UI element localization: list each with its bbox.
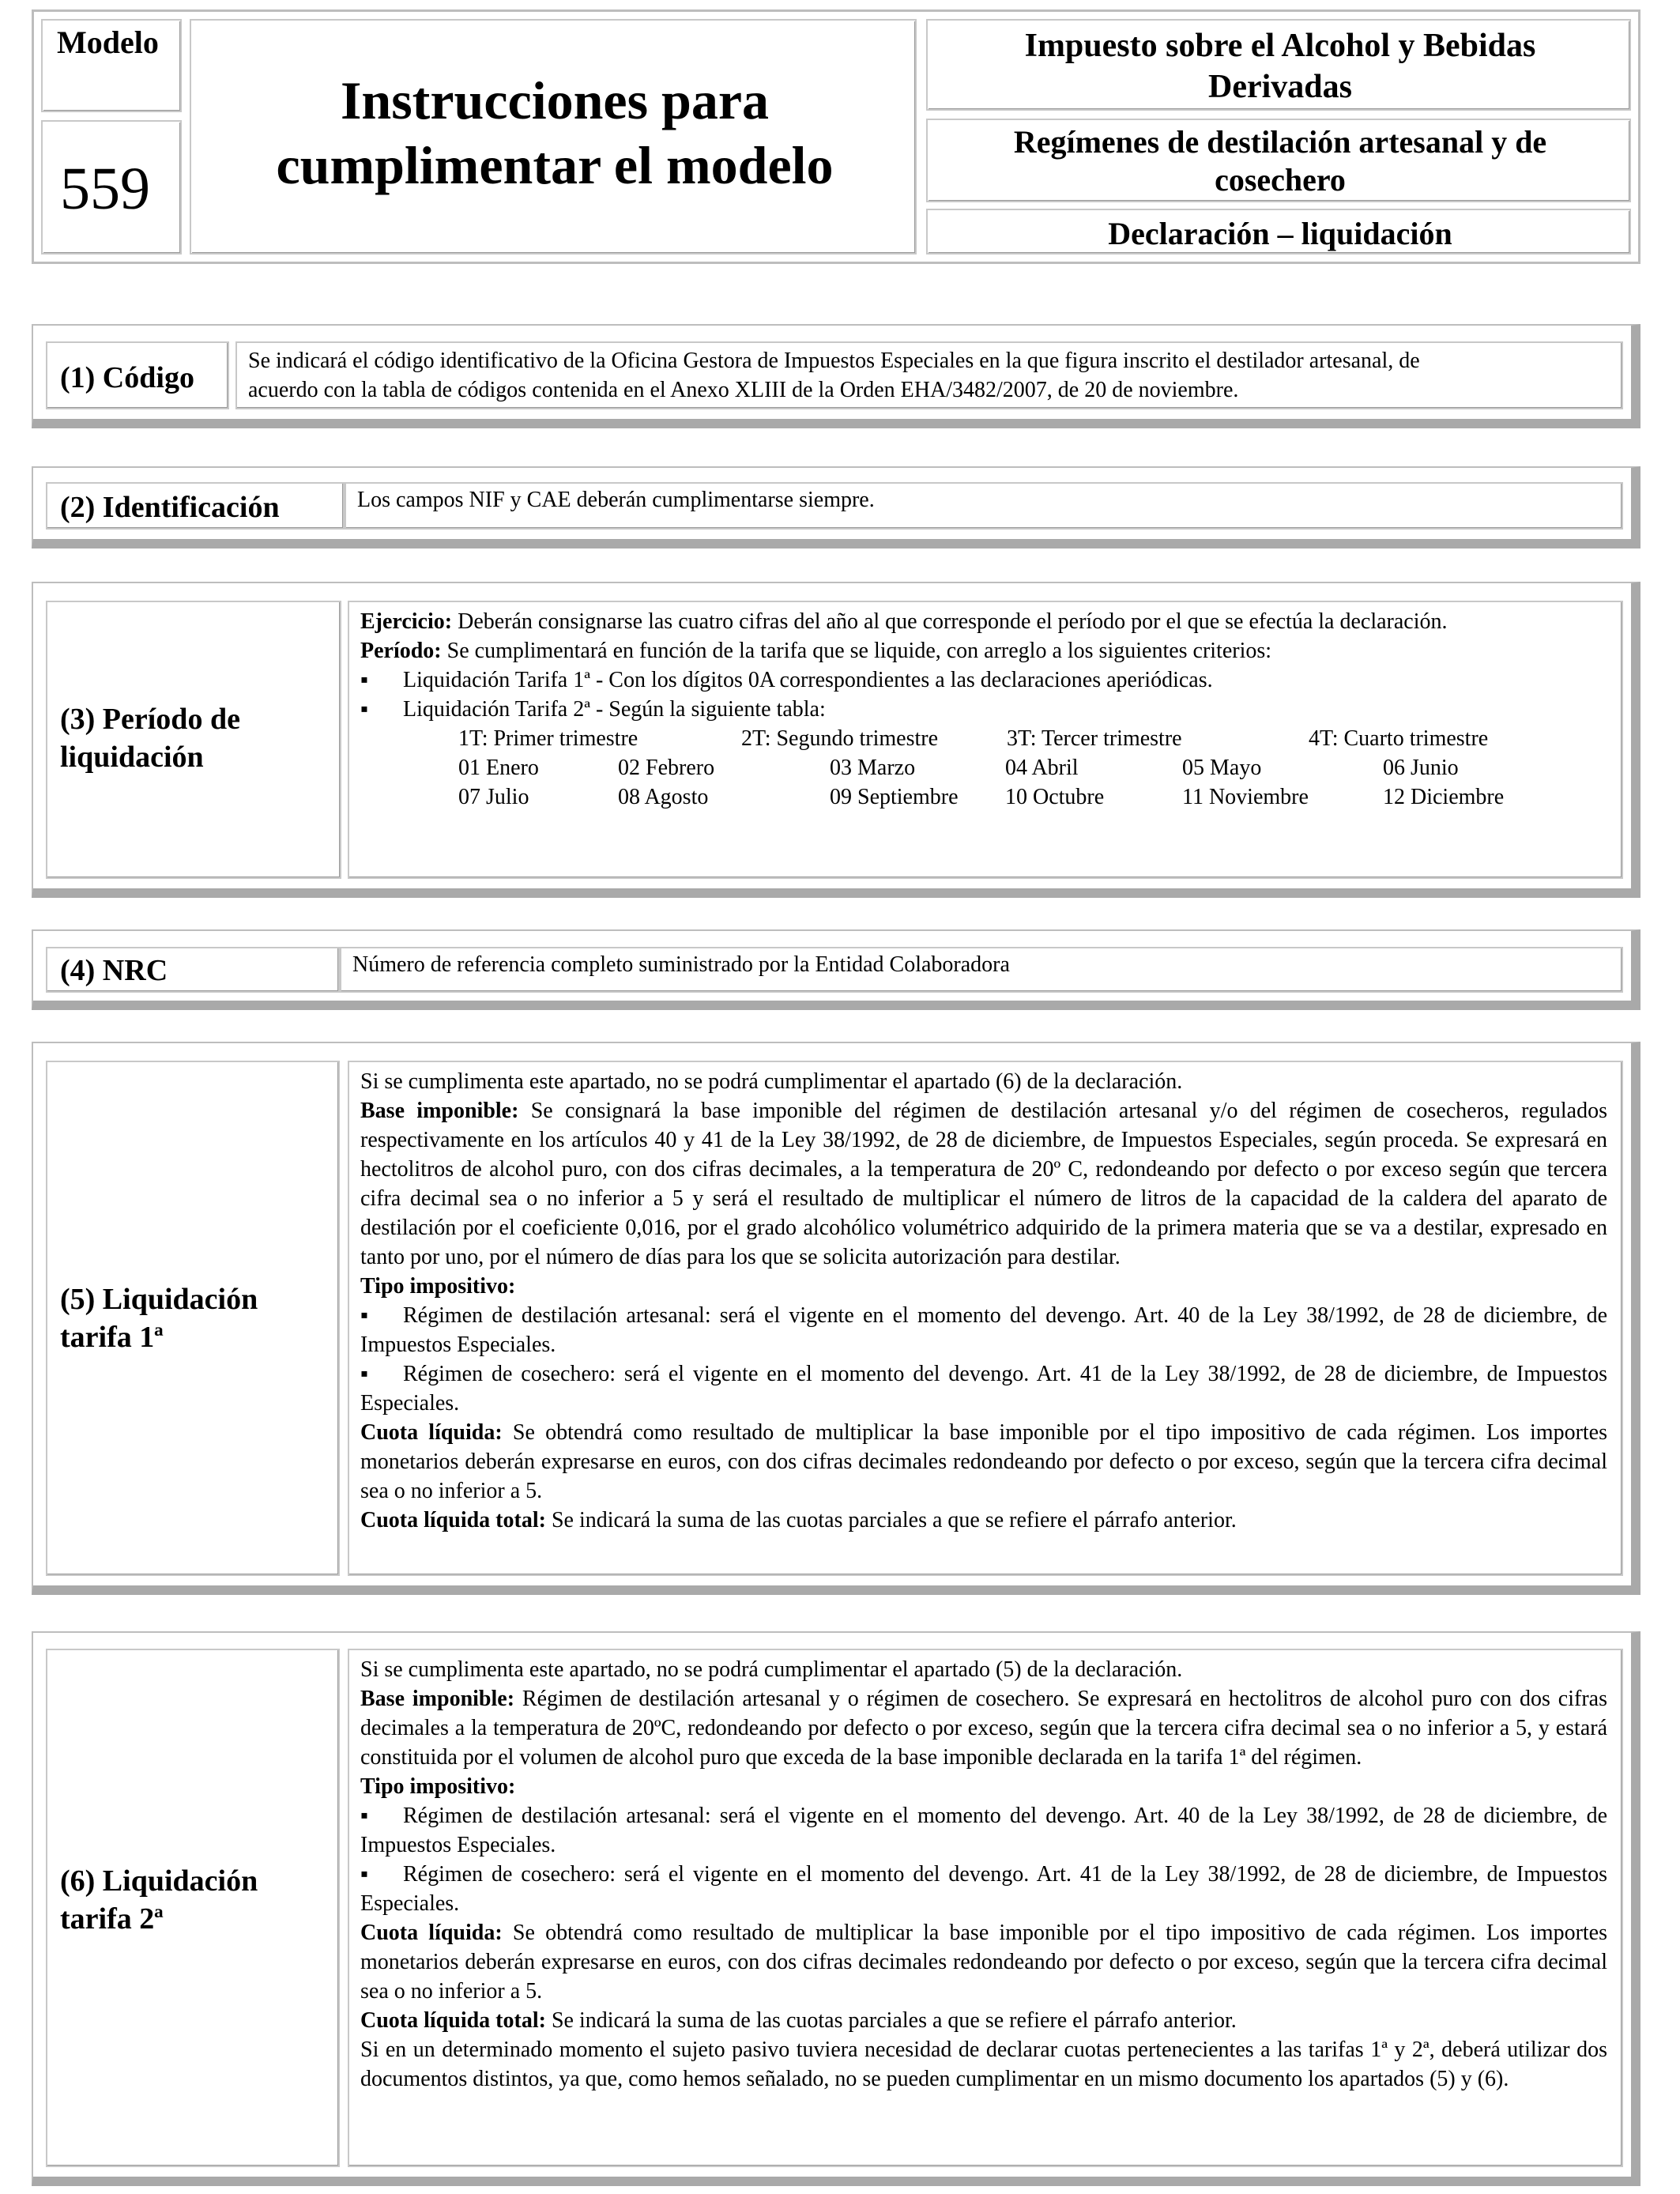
codigo-content-cell	[235, 341, 1623, 409]
regime-cell	[926, 119, 1631, 202]
tarifa2-base	[360, 1684, 1607, 1772]
periodo-label-line-2: liquidación	[60, 741, 204, 774]
tarifa2-label-line-1: (6) Liquidación	[60, 1864, 258, 1898]
month-cell: 03 Marzo	[830, 756, 916, 780]
title-line-2: cumplimentar el modelo	[276, 135, 834, 195]
nrc-label-cell	[46, 947, 340, 993]
months-row-2	[360, 782, 1607, 812]
month-cell: 07 Julio	[458, 785, 529, 809]
tarifa2-base-text: Régimen de destilación artesanal y o régimen de cosechero. Se expresará en hectolitros de alcohol puro con dos cifras decimales a la temperatura de 20ºC, redondeando por defecto o por exceso, según que la tercera cifra decimal sea o no inferior a 5, y estará constituida por el volumen de alcohol puro que exceda de la base imponible declarada en la tarifa 1ª del régimen.	[360, 1687, 1607, 1770]
month-cell: 04 Abril	[1005, 756, 1079, 780]
codigo-label-cell	[46, 341, 229, 409]
periodo-label-line-1: (3) Período de	[60, 703, 240, 736]
month-cell: 06 Junio	[1383, 756, 1459, 780]
tarifa1-intro: Si se cumplimenta este apartado, no se podrá cumplimentar el apartado (6) de la declaración.	[360, 1069, 1183, 1094]
tarifa2-tipo-bullet-2-text: Régimen de cosechero: será el vigente en el momento del devengo. Art. 41 de la Ley 38/1992, de 28 de diciembre, de Impuestos Especiales.	[360, 1862, 1607, 1916]
ejercicio-label: Ejercicio:	[360, 609, 453, 634]
tarifa1-tipo-bullet-2	[360, 1359, 1607, 1418]
tax-name	[928, 25, 1633, 107]
month-cell: 12 Diciembre	[1383, 785, 1505, 809]
tarifa1-base-label: Base imponible:	[360, 1099, 519, 1123]
month-cell: 05 Mayo	[1182, 756, 1262, 780]
regime-name	[928, 123, 1633, 199]
declaration-cell	[926, 209, 1631, 254]
codigo-text	[248, 346, 1607, 405]
tarifa2-closing: Si en un determinado momento el sujeto pasivo tuviera necesidad de declarar cuotas pertenecientes a las tarifas 1ª y 2ª, deberá utilizar dos documentos distintos, ya que, como hemos señalado, no se pueden cumplimentar en un mismo documento los apartados (5) y (6).	[360, 2038, 1607, 2091]
model-label-cell	[41, 19, 182, 112]
codigo-label: (1) Código	[60, 361, 194, 394]
tax-line-1: Impuesto sobre el Alcohol y Bebidas	[1024, 28, 1536, 64]
identificacion-label-cell	[46, 482, 345, 530]
periodo-field-label: Período:	[360, 639, 442, 663]
month-cell: 11 Noviembre	[1182, 785, 1309, 809]
ejercicio-text: Deberán consignarse las cuatro cifras del año al que corresponde el período por el que se efectúa la declaración.	[452, 609, 1448, 634]
tarifa2-cuota-text: Se obtendrá como resultado de multiplicar la base imponible por el tipo impositivo de cada régimen. Los importes monetarios deberán expresarse en euros, con dos cifras decimales redondeando por defecto o por exceso, según que la tercera cifra decimal sea o no inferior a 5.	[360, 1921, 1607, 2004]
tarifa1-label-line-2: tarifa 1ª	[60, 1321, 164, 1354]
bullet-icon: ▪	[360, 697, 368, 722]
tarifa1-base-text: Se consignará la base imponible del régimen de destilación artesanal y/o del régimen de cosecheros, regulados respectivamente en los artículos 40 y 41 de la Ley 38/1992, de 28 de diciembre, de Impuestos Especiales, según proceda. Se expresará en hectolitros de alcohol puro, con dos cifras decimales, a la temperatura de 20º C, redondeando por defecto o por exceso según que tercera cifra decimal sea o no inferior a 5 y será el resultado de multiplicar el número de litros de la capacidad de la caldera del aparato de destilación por el coeficiente 0,016, por el grado alcohólico volumétrico adquirido de la primera materia que se va a destilar, expresado en tanto por uno, por el número de días para los que se solicita autorización para destilar.	[360, 1099, 1607, 1269]
tarifa2-cuota	[360, 1918, 1607, 2006]
regime-line-1: Regímenes de destilación artesanal y de	[1013, 124, 1547, 160]
bullet-icon: ▪	[360, 668, 368, 692]
quarter-cell: 4T: Cuarto trimestre	[1309, 726, 1489, 751]
periodo-field-text: Se cumplimentará en función de la tarifa que se liquide, con arreglo a los siguientes criterios:	[441, 639, 1272, 663]
tarifa2-tipo-label: Tipo impositivo:	[360, 1774, 516, 1799]
nrc-label: (4) NRC	[60, 954, 168, 987]
tarifa2-total-label: Cuota líquida total:	[360, 2008, 546, 2033]
tarifa1-tipo-label: Tipo impositivo:	[360, 1274, 516, 1299]
tarifa2-cuota-label: Cuota líquida:	[360, 1921, 503, 1945]
tarifa1-base	[360, 1096, 1607, 1272]
tarifa1-tipo-bullet-1-text: Régimen de destilación artesanal: será el vigente en el momento del devengo. Art. 40 de la Ley 38/1992, de 28 de diciembre, de Impuestos Especiales.	[360, 1303, 1607, 1357]
title-line-1: Instrucciones para	[340, 70, 770, 130]
tarifa1-cuota-label: Cuota líquida:	[360, 1420, 503, 1445]
tarifa2-total-text: Se indicará la suma de las cuotas parciales a que se refiere el párrafo anterior.	[545, 2008, 1237, 2033]
month-cell: 02 Febrero	[618, 756, 715, 780]
quarter-cell: 1T: Primer trimestre	[458, 726, 638, 751]
tarifa2-text	[360, 1655, 1607, 2094]
periodo-text	[360, 607, 1607, 812]
tarifa1-total	[360, 1506, 1607, 1535]
tarifa1-label	[60, 1280, 258, 1356]
month-cell: 10 Octubre	[1005, 785, 1105, 809]
tarifa1-total-text: Se indicará la suma de las cuotas parciales a que se refiere el párrafo anterior.	[545, 1508, 1237, 1532]
model-label: Modelo	[57, 25, 159, 60]
months-row-1	[360, 753, 1607, 782]
tarifa1-tipo-bullet-1	[360, 1301, 1607, 1359]
tarifa2-content-cell	[348, 1649, 1623, 2167]
tax-cell	[926, 19, 1631, 111]
tarifa2-intro: Si se cumplimenta este apartado, no se podrá cumplimentar el apartado (5) de la declaración.	[360, 1657, 1183, 1682]
model-number-cell	[41, 120, 182, 254]
periodo-paragraph	[360, 636, 1607, 665]
periodo-label-cell	[46, 601, 341, 879]
month-cell: 09 Septiembre	[830, 785, 959, 809]
periodo-bullet-1-text: Liquidación Tarifa 1ª - Con los dígitos 0A correspondientes a las declaraciones aperiódicas.	[403, 668, 1213, 692]
periodo-bullet-2	[360, 695, 1607, 724]
tarifa1-label-line-1: (5) Liquidación	[60, 1283, 258, 1316]
tarifa2-label-cell	[46, 1649, 340, 2167]
tarifa2-tipo-bullet-1-text: Régimen de destilación artesanal: será el vigente en el momento del devengo. Art. 40 de la Ley 38/1992, de 28 de diciembre, de Impuestos Especiales.	[360, 1804, 1607, 1857]
quarters-row	[360, 724, 1607, 753]
identificacion-label: (2) Identificación	[60, 491, 280, 524]
tarifa1-total-label: Cuota líquida total:	[360, 1508, 546, 1532]
tarifa2-tipo-bullet-1	[360, 1801, 1607, 1860]
ejercicio-paragraph	[360, 607, 1607, 636]
tarifa2-total	[360, 2006, 1607, 2035]
tarifa2-tipo-bullet-2	[360, 1860, 1607, 1918]
nrc-content-cell	[340, 947, 1623, 993]
regime-line-2: cosechero	[1215, 162, 1346, 198]
page-title	[191, 68, 918, 198]
tarifa1-label-cell	[46, 1061, 340, 1576]
tarifa1-content-cell	[348, 1061, 1623, 1576]
periodo-label	[60, 700, 240, 776]
title-cell	[190, 19, 917, 254]
tarifa1-cuota	[360, 1418, 1607, 1506]
periodo-bullet-1	[360, 665, 1607, 695]
declaration-title: Declaración – liquidación	[1108, 216, 1452, 251]
bullet-icon: ▪	[360, 1303, 368, 1328]
codigo-text-line-1: Se indicará el código identificativo de la Oficina Gestora de Impuestos Especiales en la que figura inscrito el destilador artesanal, de	[248, 349, 1420, 373]
bullet-icon: ▪	[360, 1362, 368, 1386]
bullet-icon: ▪	[360, 1804, 368, 1828]
identificacion-text: Los campos NIF y CAE deberán cumplimentarse siempre.	[357, 488, 875, 512]
tax-line-2: Derivadas	[1208, 69, 1352, 105]
tarifa1-text	[360, 1067, 1607, 1535]
month-cell: 08 Agosto	[618, 785, 709, 809]
tarifa1-cuota-text: Se obtendrá como resultado de multiplicar la base imponible por el tipo impositivo de cada régimen. Los importes monetarios deberán expresarse en euros, con dos cifras decimales redondeando por defecto o por exceso, según que la tercera cifra decimal sea o no inferior a 5.	[360, 1420, 1607, 1503]
periodo-content-cell	[348, 601, 1623, 879]
tarifa2-label-line-2: tarifa 2ª	[60, 1902, 164, 1936]
model-number: 559	[60, 156, 150, 222]
periodo-bullet-2-text: Liquidación Tarifa 2ª - Según la siguiente tabla:	[403, 697, 826, 722]
quarter-cell: 3T: Tercer trimestre	[1007, 726, 1182, 751]
identificacion-content-cell	[345, 482, 1623, 530]
tarifa1-tipo-bullet-2-text: Régimen de cosechero: será el vigente en el momento del devengo. Art. 41 de la Ley 38/1992, de 28 de diciembre, de Impuestos Especiales.	[360, 1362, 1607, 1416]
quarter-cell: 2T: Segundo trimestre	[741, 726, 939, 751]
nrc-text: Número de referencia completo suministrado por la Entidad Colaboradora	[352, 952, 1010, 977]
codigo-text-line-2: acuerdo con la tabla de códigos contenida en el Anexo XLIII de la Orden EHA/3482/2007, de 20 de noviembre.	[248, 378, 1239, 402]
tarifa2-base-label: Base imponible:	[360, 1687, 515, 1711]
periods-table	[360, 724, 1607, 812]
tarifa2-label	[60, 1862, 258, 1938]
month-cell: 01 Enero	[458, 756, 539, 780]
bullet-icon: ▪	[360, 1862, 368, 1887]
